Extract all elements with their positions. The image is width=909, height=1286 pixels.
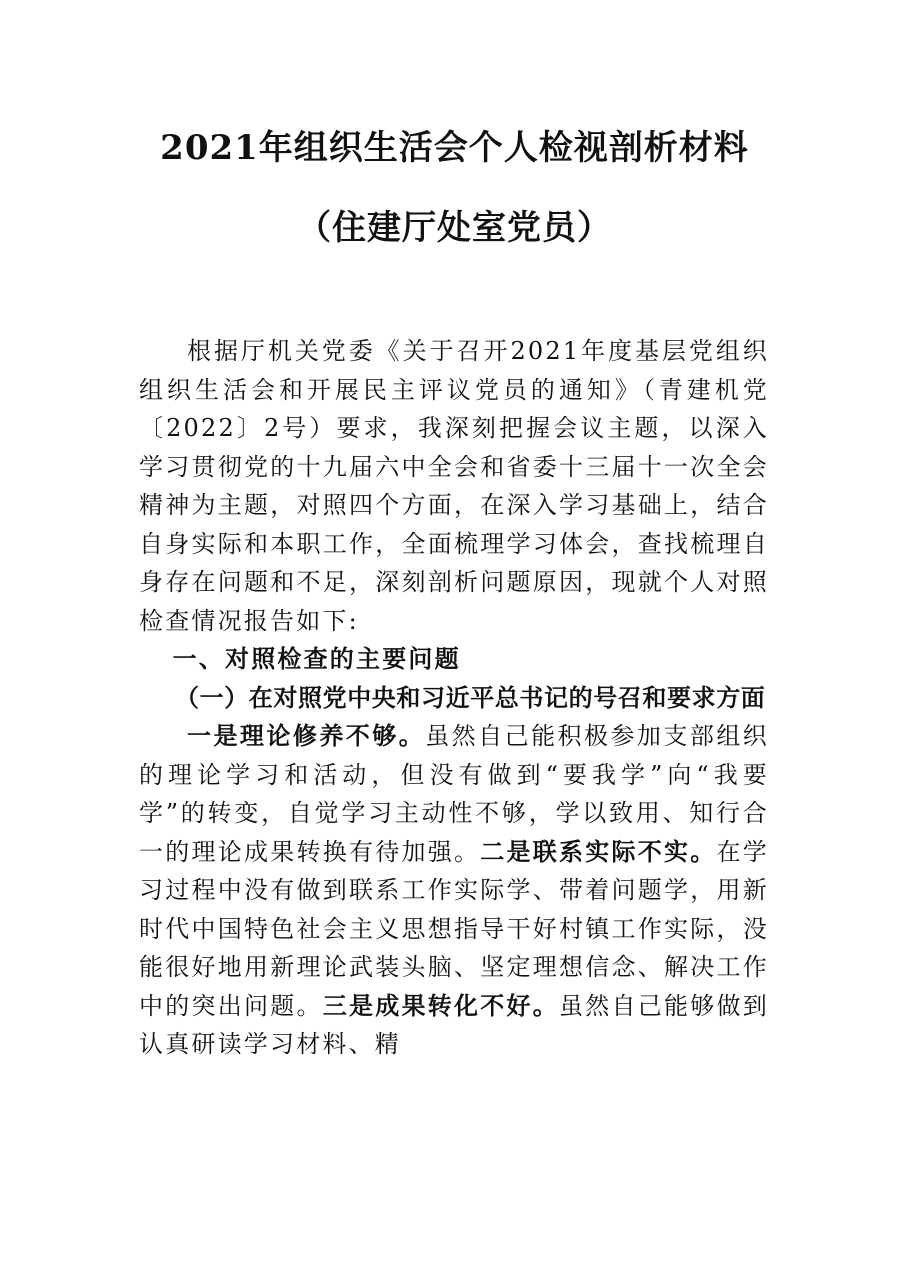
subsection-heading: （一）在对照党中央和习近平总书记的号召和要求方面 (175, 682, 766, 712)
point-3-title: 三是成果转化不好。 (322, 990, 560, 1020)
point-3-text: 虽然自己能够做到认真研读学习材料、精 (139, 991, 769, 1058)
document-body (139, 332, 769, 1064)
point-2-title: 二是联系实际不实。 (480, 836, 717, 866)
document-subtitle: （住建厅处室党员） (297, 208, 612, 248)
intro-paragraph: 根据厅机关党委《关于召开2021年度基层党组织组织生活会和开展民主评议党员的通知》（青建机党〔2022〕2号）要求，我深刻把握会议主题，以深入学习贯彻党的十九届六中全会和省委十三届十一次全会精神为主题，对照四个方面，在深入学习基础上，结合自身实际和本职工作，全面梳理学习体会，查找梳理自身存在问题和不足，深刻剖析问题原因，现就个人对照检查情况报告如下: (139, 337, 769, 635)
problems-paragraph (139, 717, 769, 1064)
point-2-text: 在学习过程中没有做到联系工作实际学、带着问题学，用新时代中国特色社会主义思想指导干好村镇工作实际，没能很好地用新理论武装头脑、坚定理想信念、解决工作中的突出问题。 (139, 837, 769, 1020)
document-title: 2021年组织生活会个人检视剖析材料 (160, 128, 749, 168)
point-1-text: 虽然自己能积极参加支部组织的理论学习和活动，但没有做到“要我学”向“我要学”的转变，自觉学习主动性不够，学以致用、知行合一的理论成果转换有待加强。 (139, 722, 769, 866)
section-heading: 一、对照检查的主要问题 (172, 644, 461, 673)
point-1-title: 一是理论修养不够。 (187, 721, 426, 750)
